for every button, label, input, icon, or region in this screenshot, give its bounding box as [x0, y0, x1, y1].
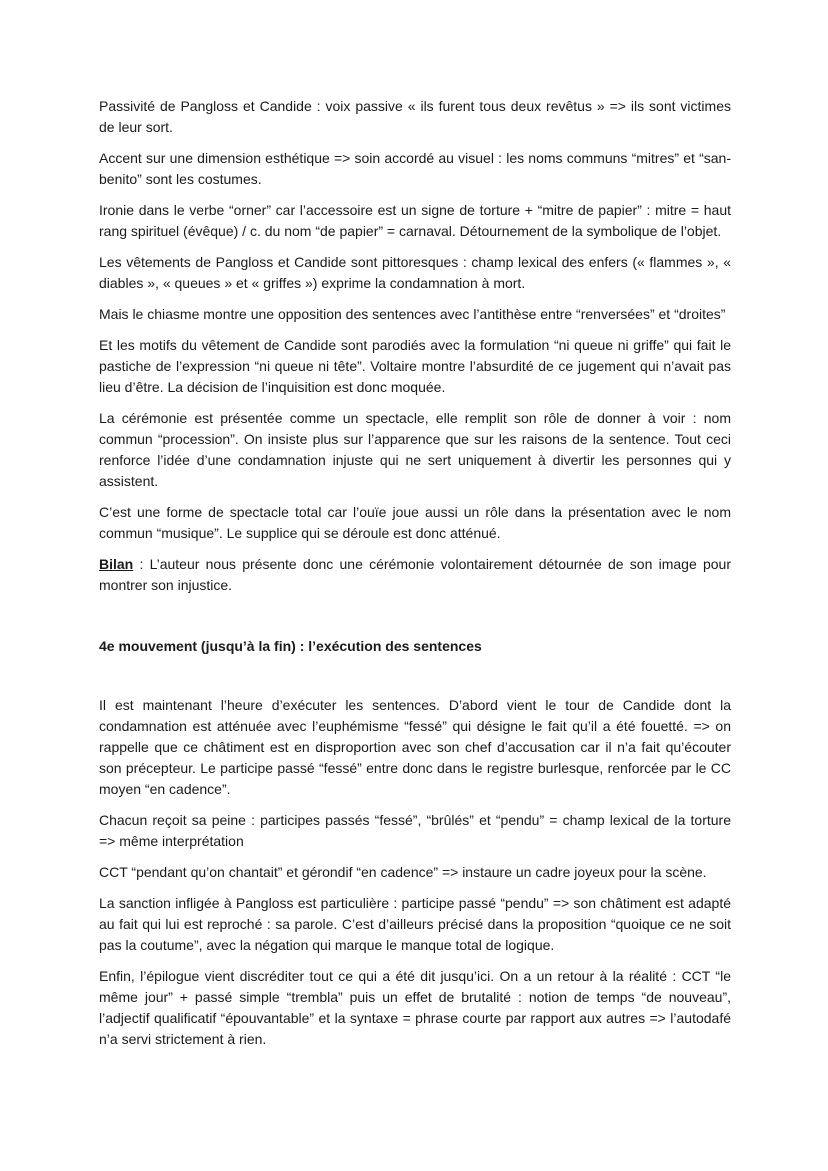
paragraph-chiasme: Mais le chiasme montre une opposition des sentences avec l’antithèse entre “renversées” et “droites”: [99, 306, 726, 322]
paragraph-execution: Il est maintenant l’heure d’exécuter les sentences. D’abord vient le tour de Candide dont la condamnation est atténuée avec l’euphémisme “fessé” qui désigne le fait qu’il a été fouetté. => on rappelle que ce châtiment est en disproportion avec son chef d’accusation car il n’a fait qu’écouter son précepteur. Le participe passé “fessé” entre donc dans le registre burlesque, renforcée par le CC moyen “en cadence”.: [99, 697, 731, 797]
bilan-text: : L’auteur nous présente donc une cérémonie volontairement détournée de son image pour montrer son injustice.: [99, 556, 731, 593]
paragraph-peines: Chacun reçoit sa peine : participes passés “fessé”, “brûlés” et “pendu” = champ lexical de la torture => même interprétation: [99, 812, 731, 849]
paragraph-parodie: Et les motifs du vêtement de Candide sont parodiés avec la formulation “ni queue ni griffe” qui fait le pastiche de l’expression “ni queue ni tête”. Voltaire montre l’absurdité de ce jugement qui n’avait pas lieu d’être. La décision de l’inquisition est donc moquée.: [99, 337, 731, 395]
paragraph-ceremonie: La cérémonie est présentée comme un spectacle, elle remplit son rôle de donner à voir : nom commun “procession”. On insiste plus sur l’apparence que sur les raisons de la sentence. Tout ceci renforce l’idée d’une condamnation injuste qui ne sert uniquement à divertir les personnes qui y assistent.: [99, 410, 731, 489]
paragraph-esthetique: Accent sur une dimension esthétique => soin accordé au visuel : les noms communs “mitres” et “san-benito” sont les costumes.: [99, 150, 731, 187]
section-heading: 4e mouvement (jusqu’à la fin) : l’exécution des sentences: [99, 638, 482, 654]
paragraph-pangloss: La sanction infligée à Pangloss est particulière : participe passé “pendu” => son châtiment est adapté au fait qui lui est reproché : sa parole. C’est d’ailleurs précisé dans la proposition “quoique ce ne soit pas la coutume”, avec la négation qui marque le manque total de logique.: [99, 895, 731, 953]
paragraph-epilogue: Enfin, l’épilogue vient discréditer tout ce qui a été dit jusqu’ici. On a un retour à la réalité : CCT “le même jour” + passé simple “trembla” puis un effet de brutalité : notion de temps “de nouveau”, l’adjectif qualificatif “épouvantable” et la syntaxe = phrase courte par rapport aux autres => l’autodafé n’a servi strictement à rien.: [99, 968, 731, 1047]
bilan-label: Bilan: [99, 556, 134, 572]
document-page: [99, 96, 731, 1060]
paragraph-vetements: Les vêtements de Pangloss et Candide sont pittoresques : champ lexical des enfers (« flammes », « diables », « queues » et « griffes ») exprime la condamnation à mort.: [99, 254, 731, 291]
paragraph-passivite: Passivité de Pangloss et Candide : voix passive « ils furent tous deux revêtus » => ils sont victimes de leur sort.: [99, 98, 731, 135]
paragraph-bilan: [99, 554, 731, 596]
paragraph-spectacle-total: C’est une forme de spectacle total car l’ouïe joue aussi un rôle dans la présentation avec le nom commun “musique”. Le supplice qui se déroule est donc atténué.: [99, 504, 731, 541]
paragraph-cadre-joyeux: CCT “pendant qu’on chantait” et gérondif “en cadence” => instaure un cadre joyeux pour la scène.: [99, 864, 707, 880]
paragraph-ironie: Ironie dans le verbe “orner” car l’accessoire est un signe de torture + “mitre de papier” : mitre = haut rang spirituel (évêque) / c. du nom “de papier” = carnaval. Détournement de la symbolique de l’objet.: [99, 202, 731, 239]
